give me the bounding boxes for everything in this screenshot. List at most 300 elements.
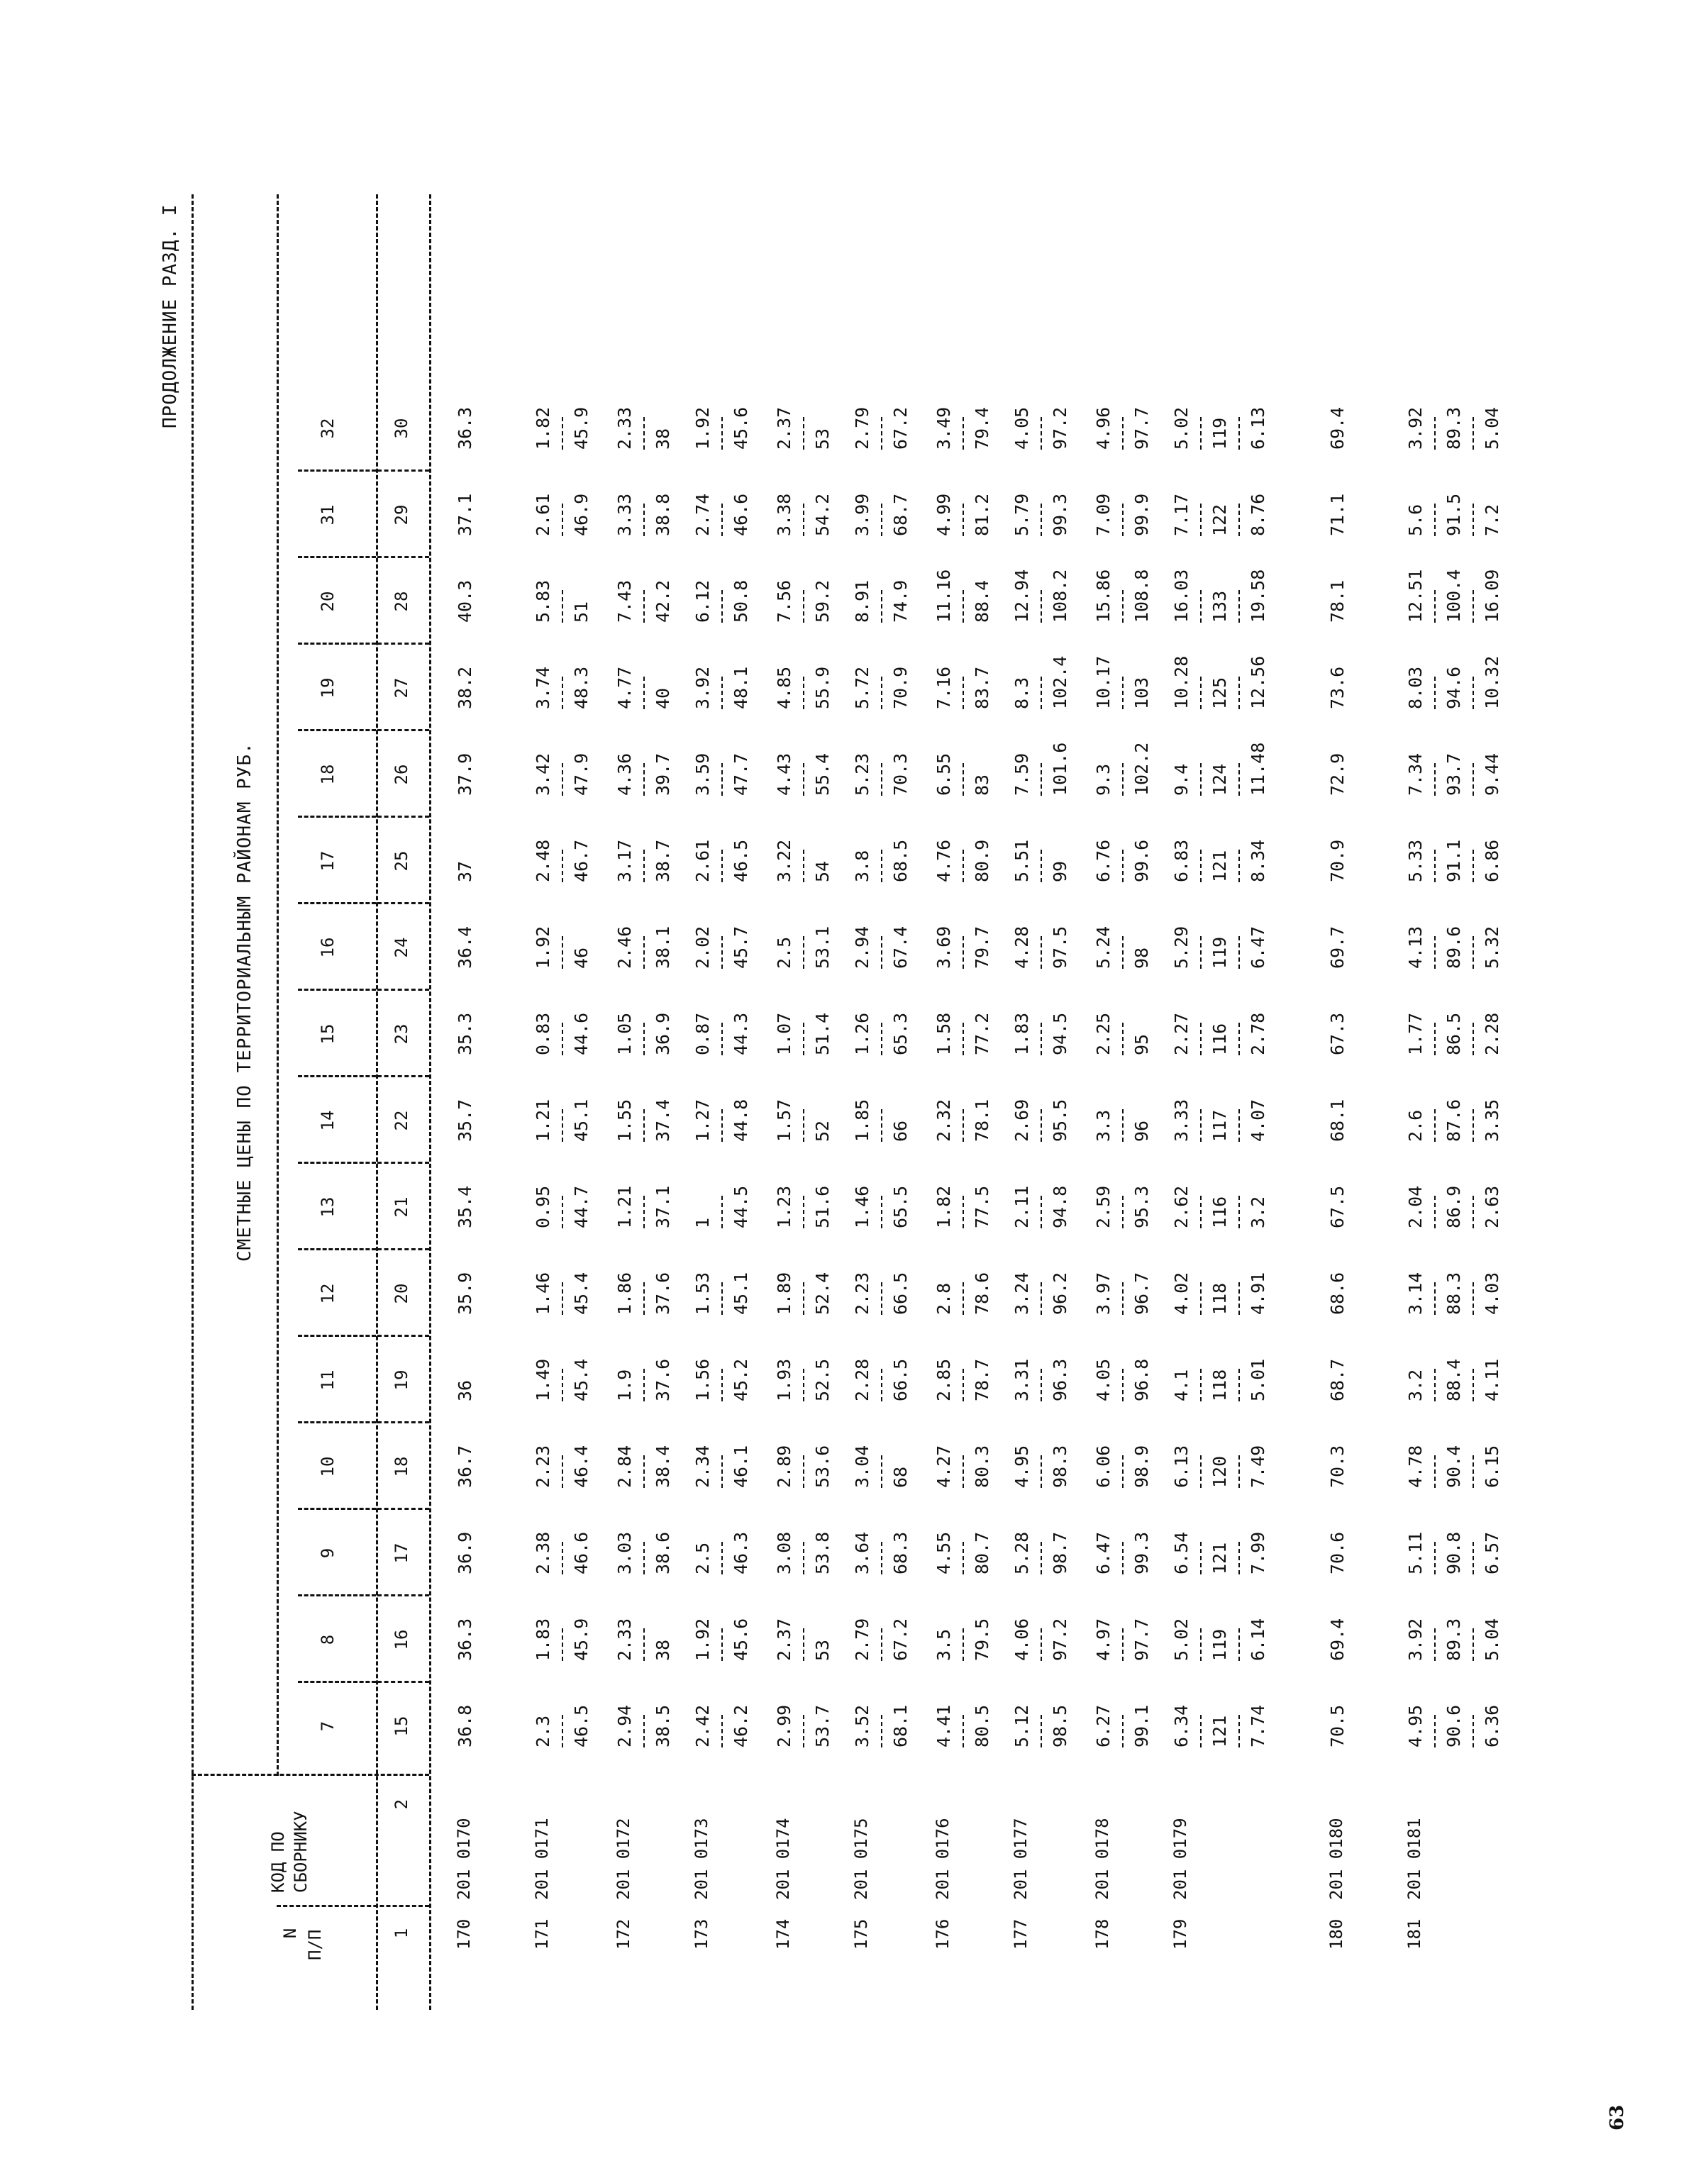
cell-dash-separator xyxy=(803,590,804,623)
table-top-rule xyxy=(192,194,194,2010)
cell-value: 1.57 xyxy=(774,1099,794,1142)
table-cell xyxy=(454,1186,477,1228)
region-index-28: 28 xyxy=(392,591,411,612)
table-cell xyxy=(692,667,753,709)
cell-value: 37.6 xyxy=(653,1272,673,1315)
cell-dash-separator xyxy=(803,1369,804,1401)
table-cell xyxy=(532,667,593,709)
header-col-divider xyxy=(298,989,376,991)
cell-dash-separator xyxy=(562,417,563,450)
cell-value: 37.1 xyxy=(653,1185,673,1228)
table-cell xyxy=(1092,407,1153,450)
cell-value: 2.32 xyxy=(933,1099,954,1142)
table-cell xyxy=(614,1272,675,1315)
table-cell xyxy=(692,1445,753,1488)
cell-value: 3.24 xyxy=(1011,1272,1032,1315)
cell-dash-separator xyxy=(963,677,964,709)
cell-value: 88.3 xyxy=(1443,1272,1464,1315)
code-data-divider xyxy=(192,1774,429,1776)
cell-value: 98.3 xyxy=(1050,1445,1070,1488)
cell-dash-separator xyxy=(881,1628,882,1661)
cell-dash-separator xyxy=(562,1715,563,1747)
table-cell xyxy=(614,1099,675,1142)
cell-value: 2.5 xyxy=(692,1542,713,1574)
table-cell xyxy=(933,407,994,450)
index-col-divider xyxy=(377,643,429,645)
cell-dash-separator xyxy=(803,850,804,882)
cell-value: 1.49 xyxy=(533,1358,553,1401)
region-index-25: 25 xyxy=(392,850,411,872)
table-cell xyxy=(1170,494,1270,536)
cell-value: 108.8 xyxy=(1131,569,1152,623)
region-number-8: 8 xyxy=(318,1634,338,1645)
table-cell xyxy=(614,840,675,882)
cell-dash-separator xyxy=(963,1628,964,1661)
cell-value: 46 xyxy=(571,947,592,969)
cell-value: 2.34 xyxy=(692,1445,713,1488)
table-cell xyxy=(614,1705,675,1747)
cell-value: 2.28 xyxy=(1482,1012,1502,1055)
region-number-11: 11 xyxy=(318,1369,338,1391)
cell-value: 4.96 xyxy=(1093,406,1114,450)
cell-dash-separator xyxy=(721,1455,723,1488)
cell-value: 4.55 xyxy=(933,1531,954,1574)
cell-value: 10.28 xyxy=(1171,655,1192,709)
cell-dash-separator xyxy=(1434,590,1436,623)
cell-dash-separator xyxy=(963,850,964,882)
cell-value: 3.69 xyxy=(933,926,954,969)
cell-dash-separator xyxy=(1041,1369,1042,1401)
cell-dash-separator xyxy=(1434,1715,1436,1747)
cell-value: 3.17 xyxy=(614,839,635,882)
table-cell xyxy=(1092,1272,1153,1315)
cell-value: 38 xyxy=(653,428,673,450)
cell-dash-separator xyxy=(803,1196,804,1228)
cell-dash-separator xyxy=(963,1455,964,1488)
table-cell xyxy=(1404,1272,1504,1315)
row-code-178: 201 0178 xyxy=(1092,1818,1112,1900)
cell-value: 94.5 xyxy=(1050,1012,1070,1055)
cell-dash-separator xyxy=(562,936,563,969)
table-cell xyxy=(1170,926,1270,969)
cell-value: 46.1 xyxy=(731,1445,751,1488)
table-cell xyxy=(614,1359,675,1401)
cell-value: 1.26 xyxy=(852,1012,872,1055)
cell-value: 87.6 xyxy=(1443,1099,1464,1142)
header-col-divider xyxy=(298,1421,376,1423)
cell-value: 79.4 xyxy=(972,406,992,450)
table-cell xyxy=(614,926,675,969)
cell-value: 2.37 xyxy=(774,406,794,450)
table-cell xyxy=(1092,1532,1153,1574)
cell-dash-separator xyxy=(1122,1542,1124,1574)
cell-dash-separator xyxy=(963,1542,964,1574)
table-cell xyxy=(1011,1618,1072,1661)
table-cell xyxy=(1011,1445,1072,1488)
cell-value: 95 xyxy=(1131,1033,1152,1055)
cell-dash-separator xyxy=(1200,1715,1202,1747)
cell-value: 3.42 xyxy=(533,752,553,796)
cell-dash-separator xyxy=(1238,504,1240,536)
cell-value: 38.4 xyxy=(653,1445,673,1488)
table-cell xyxy=(933,1359,994,1401)
header-col-divider xyxy=(298,902,376,904)
table-cell xyxy=(454,861,477,882)
cell-value: 3.49 xyxy=(933,406,954,450)
table-cell xyxy=(773,840,834,882)
cell-value: 4.05 xyxy=(1011,406,1032,450)
cell-value: 2.02 xyxy=(692,926,713,969)
cell-dash-separator xyxy=(803,1715,804,1747)
table-cell xyxy=(1011,656,1072,709)
cell-value: 1.21 xyxy=(533,1099,553,1142)
cell-dash-separator xyxy=(881,1109,882,1142)
index-col-divider xyxy=(377,1162,429,1164)
cell-dash-separator xyxy=(1200,1023,1202,1055)
index-col-divider xyxy=(377,1508,429,1510)
cell-value: 3.97 xyxy=(1093,1272,1114,1315)
index-col-divider xyxy=(377,902,429,904)
cell-value: 1.77 xyxy=(1405,1012,1426,1055)
cell-dash-separator xyxy=(721,677,723,709)
cell-value: 1.58 xyxy=(933,1012,954,1055)
table-cell xyxy=(692,1272,753,1315)
table-cell xyxy=(1170,407,1270,450)
cell-value: 6.12 xyxy=(692,579,713,623)
table-cell xyxy=(532,1359,593,1401)
cell-dash-separator xyxy=(562,1196,563,1228)
cell-value: 46.4 xyxy=(571,1445,592,1488)
cell-value: 80.5 xyxy=(972,1704,992,1747)
cell-dash-separator xyxy=(1473,1109,1474,1142)
cell-dash-separator xyxy=(1122,677,1124,709)
table-cell xyxy=(1326,753,1349,796)
row-code-177: 201 0177 xyxy=(1011,1818,1031,1900)
cell-value: 5.51 xyxy=(1011,839,1032,882)
table-cell xyxy=(1326,1705,1349,1747)
cell-value: 52.4 xyxy=(812,1272,833,1315)
region-number-12: 12 xyxy=(318,1283,338,1304)
cell-value: 4.77 xyxy=(614,666,635,709)
table-cell xyxy=(532,1272,593,1315)
row-np-172: 172 xyxy=(614,1918,633,1950)
cell-value: 67.3 xyxy=(1327,1012,1348,1055)
table-cell xyxy=(692,407,753,450)
cell-dash-separator xyxy=(1041,417,1042,450)
region-index-30: 30 xyxy=(392,418,411,439)
np-label-pp: П/П xyxy=(305,1929,325,1960)
region-index-26: 26 xyxy=(392,764,411,785)
cell-dash-separator xyxy=(1122,936,1124,969)
cell-dash-separator xyxy=(1473,1023,1474,1055)
cell-value: 2.8 xyxy=(933,1282,954,1315)
header-col-divider xyxy=(298,1508,376,1510)
cell-value: 6.54 xyxy=(1171,1531,1192,1574)
cell-dash-separator xyxy=(562,1455,563,1488)
cell-value: 35.3 xyxy=(455,1012,475,1055)
cell-value: 4.76 xyxy=(933,839,954,882)
region-number-10: 10 xyxy=(318,1456,338,1477)
cell-value: 36.4 xyxy=(455,926,475,969)
table-cell xyxy=(773,580,834,623)
cell-dash-separator xyxy=(643,1455,645,1488)
table-cell xyxy=(1326,580,1349,623)
cell-value: 68.7 xyxy=(890,493,911,536)
cell-value: 70.3 xyxy=(1327,1445,1348,1488)
table-cell xyxy=(454,1380,477,1401)
table-cell xyxy=(1170,569,1270,623)
cell-value: 3.74 xyxy=(533,666,553,709)
table-cell xyxy=(851,1532,912,1574)
table-cell xyxy=(532,407,593,450)
cell-value: 2.28 xyxy=(852,1358,872,1401)
cell-dash-separator xyxy=(803,1542,804,1574)
cell-value: 99.3 xyxy=(1131,1531,1152,1574)
cell-value: 51 xyxy=(571,601,592,623)
table-cell xyxy=(1404,840,1504,882)
region-number-31: 31 xyxy=(318,504,338,526)
cell-value: 4.78 xyxy=(1405,1445,1426,1488)
cell-dash-separator xyxy=(1473,1196,1474,1228)
cell-dash-separator xyxy=(1434,1455,1436,1488)
cell-dash-separator xyxy=(963,1369,964,1401)
cell-value: 2.11 xyxy=(1011,1185,1032,1228)
index-col-divider xyxy=(377,1335,429,1337)
table-cell xyxy=(614,1013,675,1055)
cell-value: 97.7 xyxy=(1131,406,1152,450)
cell-dash-separator xyxy=(1122,1023,1124,1055)
table-cell xyxy=(1404,656,1504,709)
title-underline-rule xyxy=(277,194,279,1776)
cell-value: 7.34 xyxy=(1405,752,1426,796)
cell-dash-separator xyxy=(1434,1282,1436,1315)
cell-value: 0.95 xyxy=(533,1185,553,1228)
table-cell xyxy=(851,667,912,709)
cell-value: 3.35 xyxy=(1482,1099,1502,1142)
region-number-7: 7 xyxy=(318,1721,338,1732)
cell-dash-separator xyxy=(721,1109,723,1142)
cell-value: 8.34 xyxy=(1248,839,1268,882)
cell-value: 46.7 xyxy=(571,839,592,882)
table-cell xyxy=(614,580,675,623)
cell-dash-separator xyxy=(1434,1023,1436,1055)
row-code-174: 201 0174 xyxy=(773,1818,793,1900)
header-col-divider xyxy=(298,816,376,818)
cell-value: 95.3 xyxy=(1131,1185,1152,1228)
cell-dash-separator xyxy=(562,763,563,796)
cell-dash-separator xyxy=(963,763,964,796)
cell-value: 1.82 xyxy=(933,1185,954,1228)
header-col-divider xyxy=(298,1075,376,1077)
cell-dash-separator xyxy=(1041,1628,1042,1661)
cell-value: 0.87 xyxy=(692,1012,713,1055)
cell-dash-separator xyxy=(1238,1023,1240,1055)
cell-dash-separator xyxy=(1122,1369,1124,1401)
cell-dash-separator xyxy=(803,763,804,796)
cell-dash-separator xyxy=(803,1628,804,1661)
cell-value: 3.38 xyxy=(774,493,794,536)
cell-dash-separator xyxy=(963,504,964,536)
table-cell xyxy=(692,1705,753,1747)
cell-dash-separator xyxy=(1238,1109,1240,1142)
cell-value: 2.04 xyxy=(1405,1185,1426,1228)
cell-value: 3.2 xyxy=(1405,1369,1426,1401)
cell-value: 45.9 xyxy=(571,406,592,450)
table-cell xyxy=(1092,840,1153,882)
row-np-174: 174 xyxy=(773,1918,793,1950)
cell-value: 70.3 xyxy=(890,752,911,796)
table-cell xyxy=(773,1099,834,1142)
row-code-171: 201 0171 xyxy=(532,1818,552,1900)
cell-value: 39.7 xyxy=(653,752,673,796)
cell-dash-separator xyxy=(1238,1455,1240,1488)
cell-value: 7.2 xyxy=(1482,504,1502,536)
cell-dash-separator xyxy=(1473,850,1474,882)
row-code-172: 201 0172 xyxy=(614,1818,633,1900)
cell-value: 46.5 xyxy=(731,839,751,882)
index-col-divider xyxy=(377,989,429,991)
cell-value: 79.5 xyxy=(972,1618,992,1661)
cell-value: 12.51 xyxy=(1405,569,1426,623)
header-col-divider xyxy=(298,1681,376,1683)
cell-value: 12.56 xyxy=(1248,655,1268,709)
cell-value: 38.7 xyxy=(653,839,673,882)
cell-value: 65.3 xyxy=(890,1012,911,1055)
cell-dash-separator xyxy=(1200,763,1202,796)
cell-value: 66.5 xyxy=(890,1272,911,1315)
cell-value: 1.82 xyxy=(533,406,553,450)
cell-value: 45.4 xyxy=(571,1358,592,1401)
cell-value: 122 xyxy=(1209,504,1230,536)
table-cell xyxy=(1092,656,1153,709)
cell-value: 4.02 xyxy=(1171,1272,1192,1315)
cell-value: 2.85 xyxy=(933,1358,954,1401)
row-code-179: 201 0179 xyxy=(1170,1818,1190,1900)
cell-dash-separator xyxy=(881,417,882,450)
code-label-line1: КОД ПО xyxy=(268,1831,288,1893)
cell-value: 2.33 xyxy=(614,1618,635,1661)
cell-value: 46.5 xyxy=(571,1704,592,1747)
table-cell xyxy=(1326,1272,1349,1315)
cell-dash-separator xyxy=(643,1542,645,1574)
cell-value: 37.9 xyxy=(455,752,475,796)
table-cell xyxy=(1011,1359,1072,1401)
table-cell xyxy=(1011,840,1072,882)
cell-value: 3.3 xyxy=(1093,1109,1114,1142)
table-cell xyxy=(1011,1532,1072,1574)
cell-value: 90.6 xyxy=(1443,1704,1464,1747)
cell-value: 10.32 xyxy=(1482,655,1502,709)
cell-dash-separator xyxy=(643,763,645,796)
cell-value: 47.9 xyxy=(571,752,592,796)
code-label-line2: СБОРНИКУ xyxy=(291,1811,311,1893)
cell-value: 67.2 xyxy=(890,1618,911,1661)
cell-value: 6.27 xyxy=(1093,1704,1114,1747)
cell-dash-separator xyxy=(643,850,645,882)
cell-value: 101.6 xyxy=(1050,742,1070,796)
cell-value: 4.07 xyxy=(1248,1099,1268,1142)
cell-value: 121 xyxy=(1209,1715,1230,1747)
header-bottom-rule xyxy=(376,194,378,2010)
region-index-22: 22 xyxy=(392,1110,411,1131)
table-cell xyxy=(1404,753,1504,796)
cell-dash-separator xyxy=(721,1628,723,1661)
cell-value: 7.99 xyxy=(1248,1531,1268,1574)
cell-value: 121 xyxy=(1209,1542,1230,1574)
index-col-divider xyxy=(377,556,429,558)
cell-dash-separator xyxy=(562,1369,563,1401)
table-cell xyxy=(773,1618,834,1661)
cell-value: 71.1 xyxy=(1327,493,1348,536)
cell-dash-separator xyxy=(1122,504,1124,536)
cell-value: 125 xyxy=(1209,677,1230,709)
cell-value: 5.23 xyxy=(852,752,872,796)
cell-dash-separator xyxy=(803,936,804,969)
cell-dash-separator xyxy=(881,504,882,536)
cell-dash-separator xyxy=(1122,417,1124,450)
cell-dash-separator xyxy=(1473,1282,1474,1315)
cell-value: 4.95 xyxy=(1405,1704,1426,1747)
table-cell xyxy=(1326,494,1349,536)
cell-value: 80.9 xyxy=(972,839,992,882)
cell-value: 108.2 xyxy=(1050,569,1070,623)
cell-value: 7.09 xyxy=(1093,493,1114,536)
table-cell xyxy=(454,926,477,969)
cell-value: 1.46 xyxy=(533,1272,553,1315)
cell-dash-separator xyxy=(1473,1628,1474,1661)
header-col-divider xyxy=(298,729,376,731)
cell-dash-separator xyxy=(963,1196,964,1228)
cell-value: 15.86 xyxy=(1093,569,1114,623)
cell-value: 3.92 xyxy=(1405,406,1426,450)
cell-value: 96.2 xyxy=(1050,1272,1070,1315)
table-cell xyxy=(1092,1109,1153,1142)
cell-value: 70.9 xyxy=(1327,839,1348,882)
table-cell xyxy=(933,1532,994,1574)
cell-value: 66.5 xyxy=(890,1358,911,1401)
cell-dash-separator xyxy=(721,1369,723,1401)
cell-value: 48.1 xyxy=(731,666,751,709)
region-index-15: 15 xyxy=(392,1716,411,1737)
region-index-17: 17 xyxy=(392,1543,411,1564)
table-cell xyxy=(1170,1445,1270,1488)
cell-value: 46.6 xyxy=(571,1531,592,1574)
cell-value: 37.4 xyxy=(653,1099,673,1142)
cell-value: 3.5 xyxy=(933,1628,954,1661)
cell-value: 1.83 xyxy=(1011,1012,1032,1055)
table-cell xyxy=(1011,494,1072,536)
table-cell xyxy=(1011,1013,1072,1055)
np-col-index: 1 xyxy=(392,1928,411,1939)
cell-value: 88.4 xyxy=(972,579,992,623)
cell-value: 3.92 xyxy=(692,666,713,709)
cell-value: 51.6 xyxy=(812,1185,833,1228)
table-cell xyxy=(454,1618,477,1661)
cell-value: 37.6 xyxy=(653,1358,673,1401)
cell-value: 46.3 xyxy=(731,1531,751,1574)
cell-dash-separator xyxy=(562,850,563,882)
cell-value: 19.58 xyxy=(1248,569,1268,623)
region-index-29: 29 xyxy=(392,504,411,526)
table-cell xyxy=(1011,1099,1072,1142)
cell-value: 3.92 xyxy=(1405,1618,1426,1661)
region-index-21: 21 xyxy=(392,1196,411,1218)
cell-value: 37 xyxy=(455,860,475,882)
row-np-173: 173 xyxy=(692,1918,711,1950)
cell-dash-separator xyxy=(1041,1023,1042,1055)
cell-value: 38.6 xyxy=(653,1531,673,1574)
cell-value: 36.9 xyxy=(653,1012,673,1055)
